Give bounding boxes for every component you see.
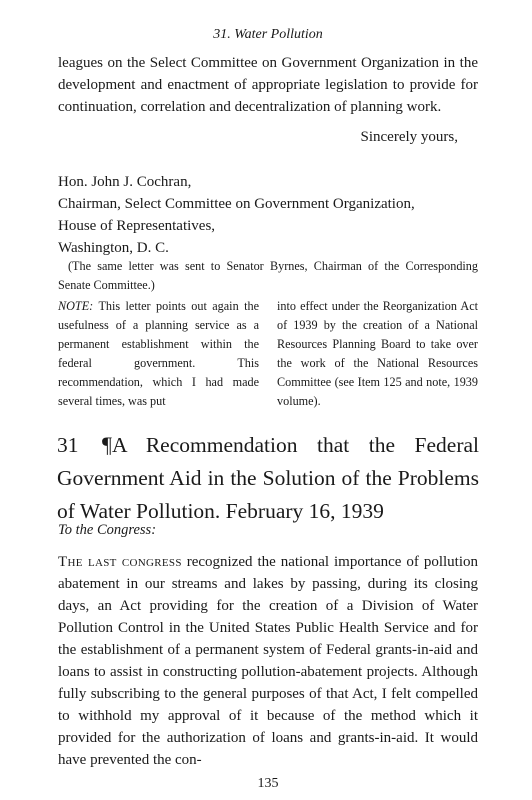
running-head: 31. Water Pollution: [213, 27, 323, 42]
item-number: 31: [57, 433, 79, 457]
addressee-line: Washington, D. C.: [58, 240, 169, 256]
addressee-line: House of Representatives,: [58, 218, 216, 234]
paragraph-mark-icon: ¶: [102, 432, 112, 457]
note-text-left: This letter points out again the usefulness of a planning service as a permanent establishment within the federal government. This recommendation, which I had made several times, was put: [58, 299, 259, 408]
continuation-paragraph: leagues on the Select Committee on Government Organization in the development and enactment of appropriate legislation to provide for continuation, correlation and decentralization of planning work.: [58, 55, 478, 115]
note-column-right: into effect under the Reorganization Act of 1939 by the creation of a National Resources Planning Board to take over the work of the National Resources Committee (see Item 125 and note, 1939 volume).: [277, 299, 478, 408]
page-number: 135: [257, 776, 279, 791]
salutation: To the Congress:: [58, 522, 157, 538]
addressee-line: Hon. John J. Cochran,: [58, 174, 192, 190]
item-title: A Recommendation that the Federal Government Aid in the Solution of the Problems of Water Pollution. February 16, 1939: [57, 433, 479, 523]
note-column-left: [58, 297, 259, 411]
addressee-block: [58, 171, 478, 259]
addressee-line: Chairman, Select Committee on Government Organization,: [58, 196, 415, 212]
editorial-note: [58, 297, 478, 411]
same-letter-note: (The same letter was sent to Senator Byrnes, Chairman of the Corresponding Senate Committee.): [58, 259, 478, 292]
message-body: [58, 551, 478, 771]
note-label: NOTE:: [58, 299, 94, 313]
item-heading: [57, 428, 479, 528]
letter-closing: Sincerely yours,: [360, 129, 458, 145]
body-lead-in: The last congress: [58, 554, 182, 570]
body-text: recognized the national importance of pollution abatement in our streams and lakes by passing, during its closing days, an Act providing for the creation of a Division of Water Pollution Control in the United States Public Health Service and for the establishment of a permanent system of Federal grants-in-aid and loans to assist in constructing pollution-abatement projects. Although fully subscribing to the general purposes of that Act, I felt compelled to withhold my approval of it because of the method which it provided for the authorization of loans and grants-in-aid. It would have prevented the con-: [58, 554, 479, 768]
